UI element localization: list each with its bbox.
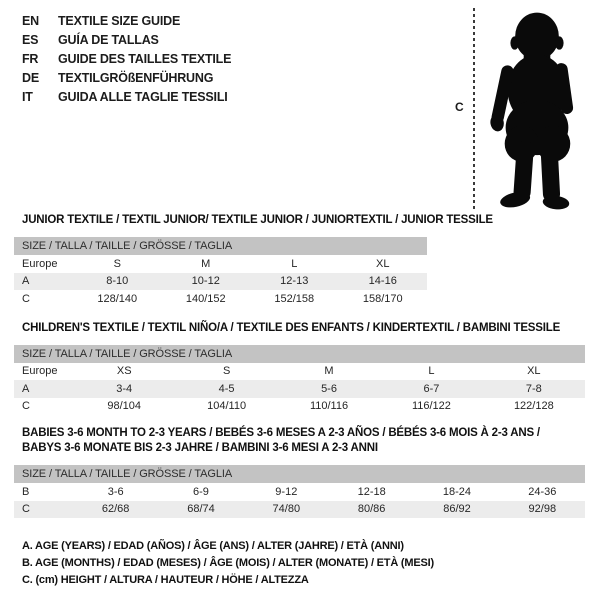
table-row	[14, 363, 585, 381]
table-row	[14, 380, 585, 398]
table-row	[14, 501, 585, 519]
footnote-a: A. AGE (YEARS) / EDAD (AÑOS) / ÂGE (ANS) / ALTER (JAHRE) / ETÀ (ANNI)	[22, 540, 404, 552]
size-cell: 98/104	[107, 400, 142, 413]
row-label: C	[22, 503, 30, 516]
language-title: TEXTILGRÖßENFÜHRUNG	[58, 71, 214, 85]
size-cell: XS	[116, 365, 132, 378]
language-title: GUIDE DES TAILLES TEXTILE	[58, 52, 232, 66]
row-label: Europe	[22, 257, 58, 270]
language-row	[22, 31, 231, 50]
footnote-c: C. (cm) HEIGHT / ALTURA / HAUTEUR / HÖHE / ALTEZZA	[22, 574, 309, 586]
row-label: B	[22, 485, 30, 498]
size-cell: L	[291, 257, 298, 270]
size-cell: 104/110	[207, 400, 247, 413]
size-tables-content	[14, 214, 586, 589]
row-label: Europe	[22, 365, 58, 378]
size-cell: 110/116	[309, 400, 349, 413]
size-cell: S	[113, 257, 121, 270]
table-row	[14, 398, 585, 416]
size-cell: 86/92	[443, 503, 471, 516]
size-cell: M	[201, 257, 211, 270]
section-junior	[14, 214, 586, 308]
size-cell: 122/128	[513, 400, 554, 413]
size-cell: 9-12	[275, 485, 298, 498]
size-header-bar: SIZE / TALLA / TAILLE / GRÖSSE / TAGLIA	[14, 465, 585, 483]
size-cell: 4-5	[218, 382, 235, 395]
language-title: GUIDA ALLE TAGLIE TESSILI	[58, 90, 228, 104]
language-title: GUÍA DE TALLAS	[58, 33, 159, 47]
language-code: IT	[22, 90, 33, 104]
size-cell: 10-12	[191, 275, 220, 288]
legend-footnotes	[22, 538, 586, 589]
size-cell: XL	[376, 257, 390, 270]
size-cell: 12-13	[280, 275, 309, 288]
size-cell: 3-6	[107, 485, 124, 498]
size-cell: 74/80	[272, 503, 301, 516]
size-cell: 6-7	[423, 382, 440, 395]
height-label-c: C	[455, 100, 464, 114]
size-cell: 7-8	[525, 382, 542, 395]
size-cell: 128/140	[97, 292, 138, 305]
size-cell: L	[428, 365, 435, 378]
size-table-babies	[14, 465, 585, 518]
height-measure-figure	[455, 4, 600, 216]
language-code: EN	[22, 14, 39, 28]
size-cell: 6-9	[193, 485, 209, 498]
language-title-block	[22, 12, 231, 107]
row-label: A	[22, 275, 30, 288]
section-heading-babies-line2: BABYS 3-6 MONATE BIS 2-3 JAHRE / BAMBINI 3-6 MESI A 2-3 ANNI	[22, 442, 378, 454]
size-cell: 92/98	[528, 503, 557, 516]
size-cell: 158/170	[362, 292, 403, 305]
toddler-silhouette-icon	[480, 4, 594, 216]
size-cell: M	[324, 365, 334, 378]
language-row	[22, 50, 231, 69]
section-babies	[14, 426, 586, 518]
table-row	[14, 483, 585, 501]
section-heading-children: CHILDREN'S TEXTILE / TEXTIL NIÑO/A / TEXTILE DES ENFANTS / KINDERTEXTIL / BAMBINI TESSILE	[22, 321, 561, 334]
size-cell: 24-36	[528, 485, 557, 498]
section-heading-junior: JUNIOR TEXTILE / TEXTIL JUNIOR/ TEXTILE JUNIOR / JUNIORTEXTIL / JUNIOR TESSILE	[22, 214, 493, 226]
size-cell: 5-6	[321, 382, 337, 395]
size-cell: 3-4	[116, 382, 133, 395]
size-cell: XL	[527, 365, 541, 378]
size-cell: 14-16	[368, 275, 397, 288]
language-title: TEXTILE SIZE GUIDE	[58, 14, 181, 28]
size-table-junior	[14, 237, 427, 308]
language-code: DE	[22, 71, 39, 85]
size-cell: 62/68	[101, 503, 130, 516]
row-label: C	[22, 292, 30, 305]
size-cell: 140/152	[185, 292, 226, 305]
row-label: A	[22, 382, 30, 395]
size-cell: 18-24	[442, 485, 472, 498]
size-cell: 116/122	[411, 400, 451, 413]
language-code: ES	[22, 33, 39, 47]
size-cell: 152/158	[274, 292, 315, 305]
size-header-bar: SIZE / TALLA / TAILLE / GRÖSSE / TAGLIA	[14, 345, 585, 363]
table-row	[14, 255, 427, 273]
language-row	[22, 12, 231, 31]
size-cell: 68/74	[187, 503, 215, 516]
language-row	[22, 88, 231, 107]
size-cell: 80/86	[357, 503, 386, 516]
language-code: FR	[22, 52, 39, 66]
table-row	[14, 273, 427, 291]
section-children	[14, 322, 586, 416]
footnote-b: B. AGE (MONTHS) / EDAD (MESES) / ÂGE (MOIS) / ALTER (MONATE) / ETÀ (MESI)	[22, 557, 434, 569]
size-cell: 12-18	[357, 485, 386, 498]
height-dashed-line	[473, 8, 475, 210]
table-row	[14, 290, 427, 308]
size-header-bar: SIZE / TALLA / TAILLE / GRÖSSE / TAGLIA	[14, 237, 427, 255]
size-table-children	[14, 345, 585, 416]
size-cell: S	[222, 365, 231, 378]
size-cell: 8-10	[106, 275, 129, 288]
row-label: C	[22, 400, 30, 413]
language-row	[22, 69, 231, 88]
section-heading-babies-line1: BABIES 3-6 MONTH TO 2-3 YEARS / BEBÉS 3-6 MESES A 2-3 AÑOS / BÉBÉS 3-6 MOIS À 2-3 ANS /	[22, 427, 540, 439]
